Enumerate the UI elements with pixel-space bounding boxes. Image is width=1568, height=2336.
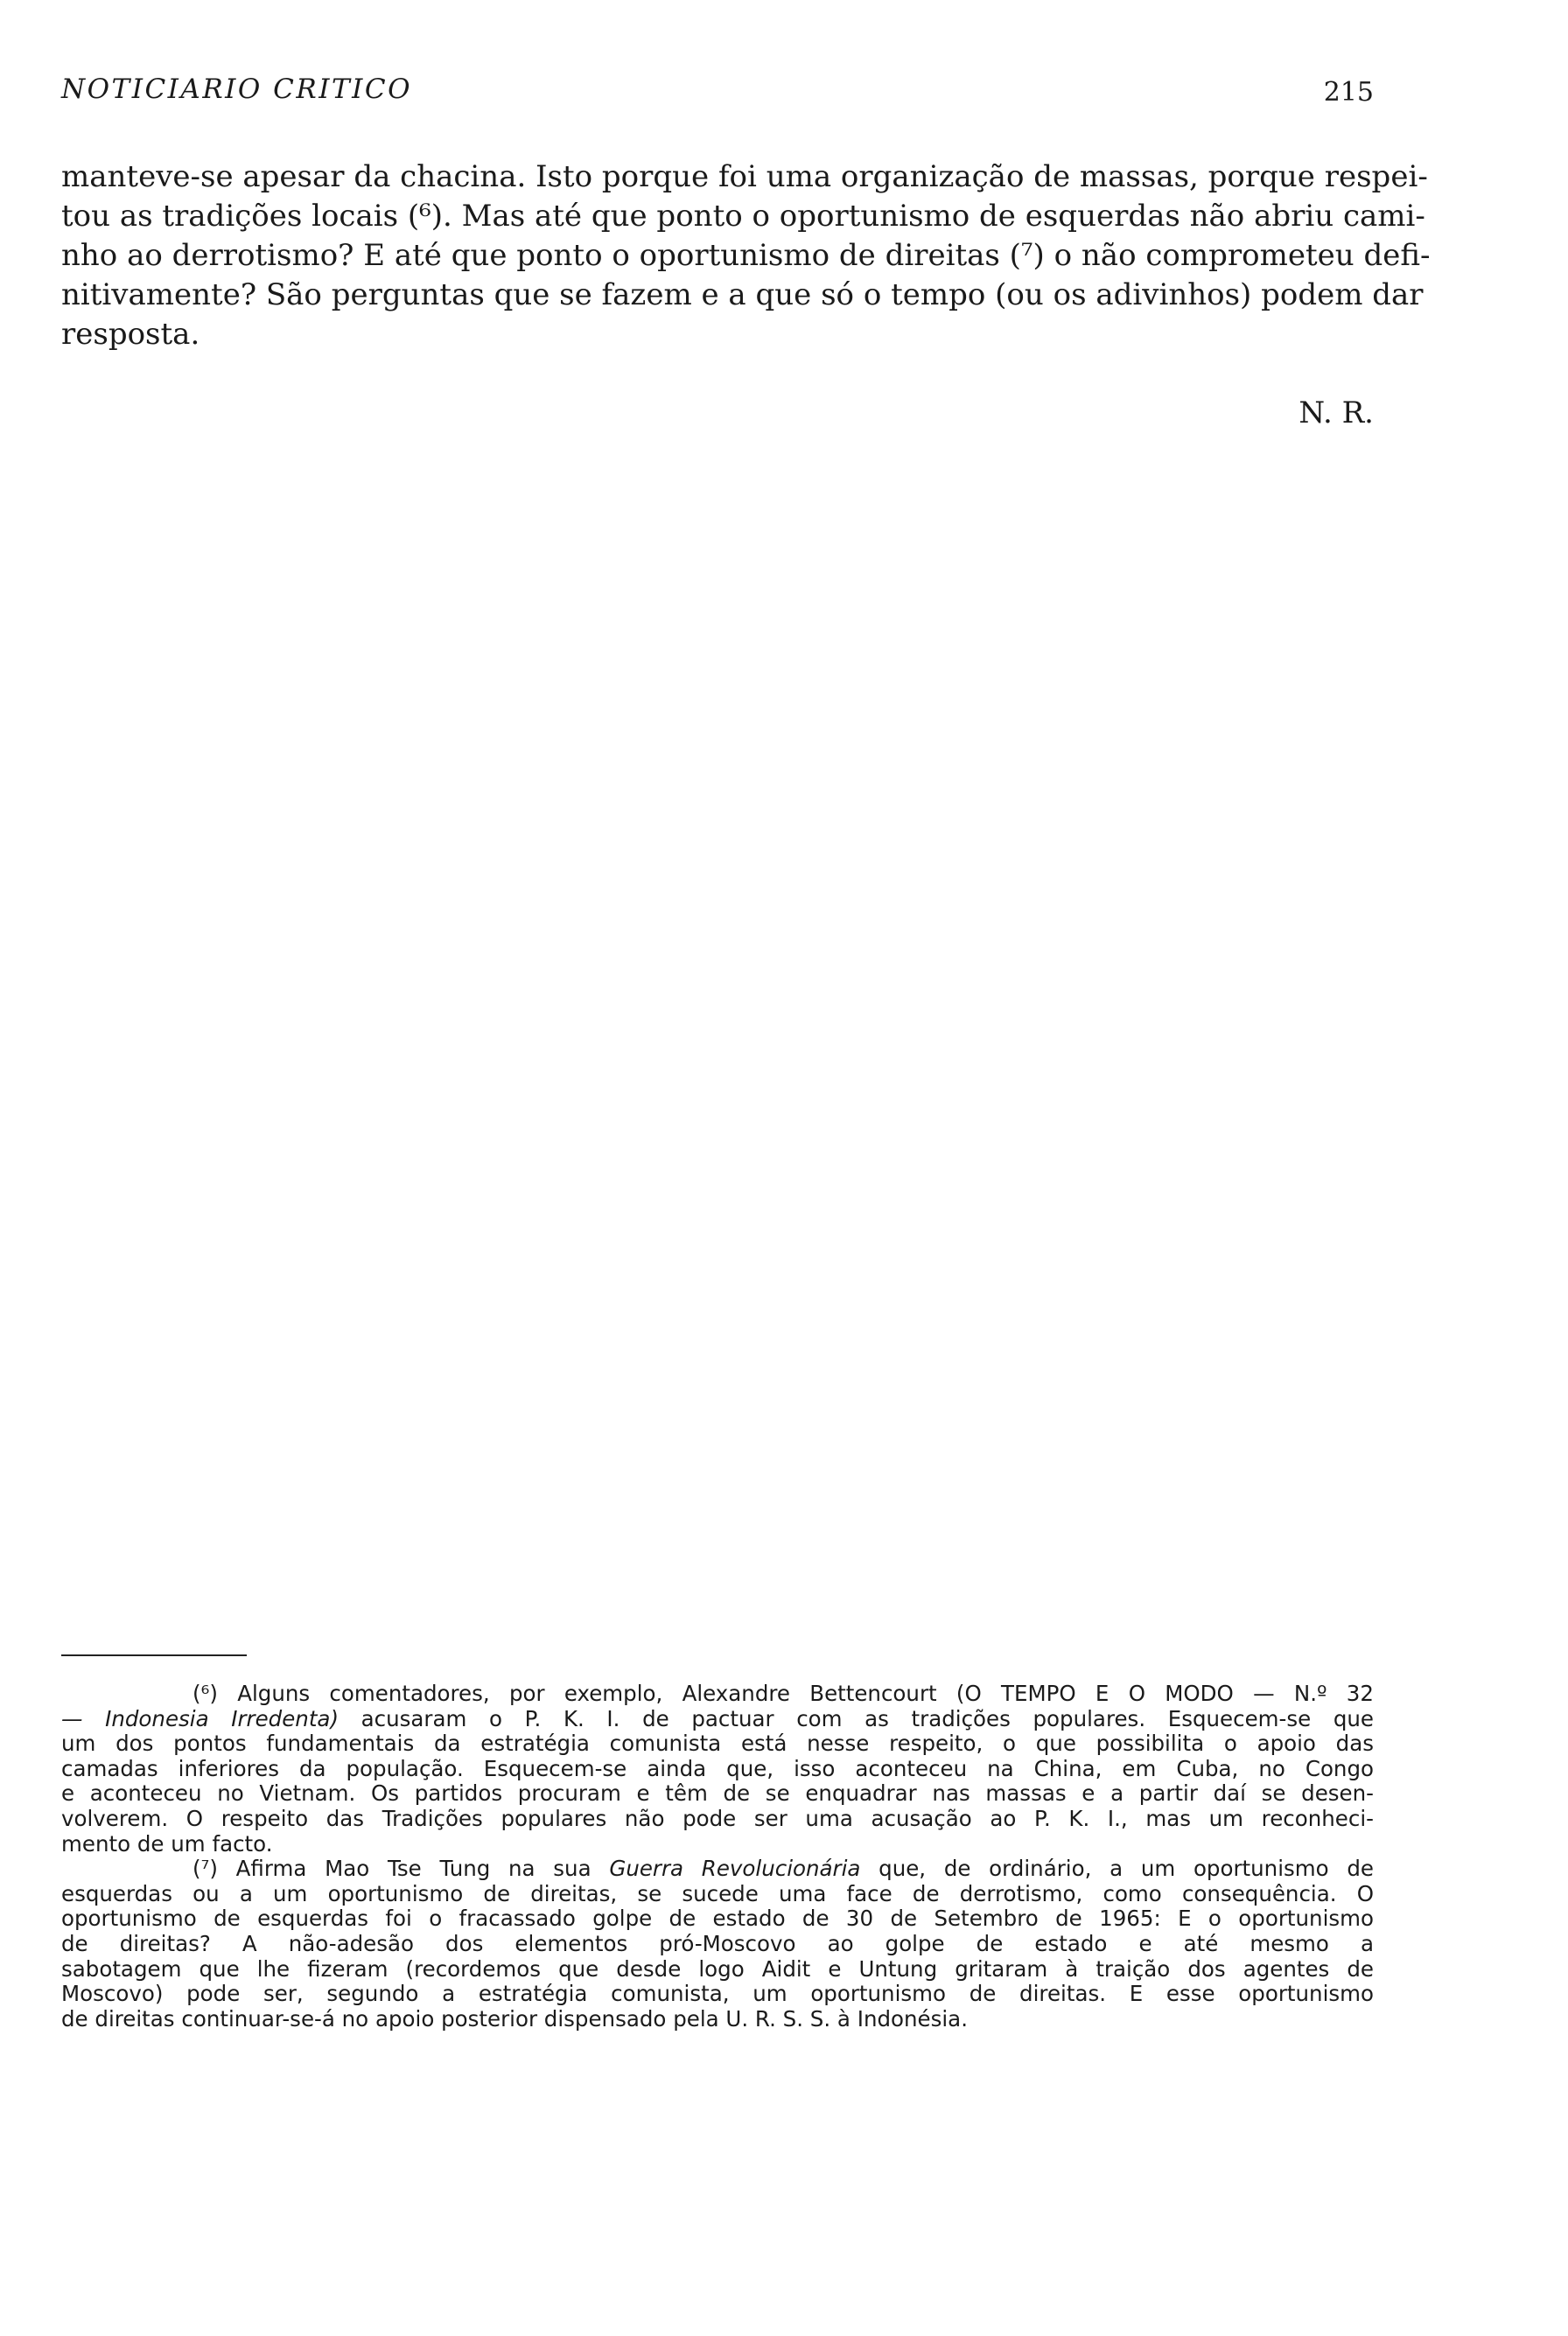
- footnote-line: um dos pontos fundamentais da estratégia comunista está nesse respeito, o que possibilita o apoio das: [61, 1731, 1374, 1757]
- document-page: [61, 0, 1431, 2336]
- footnotes: [61, 1682, 1374, 2032]
- footnote-line: de direitas continuar-se-á no apoio posterior dispensado pela U. R. S. S. à Indonésia.: [61, 2005, 968, 2032]
- footnote-line: mento de um facto.: [61, 1830, 273, 1857]
- footnote-line: e aconteceu no Vietnam. Os partidos procuram e têm de se enquadrar nas massas e a partir daí se desen-: [61, 1780, 1374, 1807]
- footnote-line-text: (⁷) Afirma Mao Tse Tung na sua: [192, 1856, 592, 1882]
- body-paragraph: [61, 157, 1431, 354]
- footnote-line: sabotagem que lhe fizeram (recordemos que desde logo Aidit e Untung gritaram à traição dos agentes de: [61, 1955, 1374, 1982]
- footnote-line-text: que, de ordinário, a um oportunismo de: [878, 1856, 1374, 1882]
- signature-initials: N. R.: [1298, 395, 1374, 430]
- body-line: nitivamente? São perguntas que se fazem e a que só o tempo (ou os adivinhos) podem dar: [61, 277, 1424, 312]
- footnote-line: esquerdas ou a um oportunismo de direitas, se sucede uma face de derrotismo, como consequência. O: [61, 1880, 1374, 1906]
- footnote-line-text: acusaram o P. K. I. de pactuar com as tradições populares. Esquecem-se que: [360, 1705, 1374, 1731]
- footnote-italic-title: — Indonesia Irredenta): [61, 1705, 339, 1731]
- footnote-line: oportunismo de esquerdas foi o fracassado golpe de estado de 30 de Setembro de 1965: E o oportunismo: [61, 1906, 1374, 1932]
- page-number: 215: [1323, 77, 1374, 108]
- body-line: nho ao derrotismo? E até que ponto o oportunismo de direitas (⁷) o não comprometeu defi-: [61, 238, 1431, 273]
- footnote-italic-title: Guerra Revolucionária: [609, 1856, 861, 1882]
- footnote-line: (⁶) Alguns comentadores, por exemplo, Alexandre Bettencourt (O TEMPO E O MODO — N.º 32: [192, 1681, 1374, 1706]
- footnote-6: [61, 1682, 1374, 1857]
- footnote-line: [61, 1707, 1374, 1732]
- footnote-separator: [61, 1654, 247, 1656]
- running-title: NOTICIARIO CRITICO: [61, 73, 413, 105]
- body-line: resposta.: [61, 317, 200, 352]
- footnote-line: camadas inferiores da população. Esquecem-se ainda que, isso aconteceu na China, em Cuba, no Congo: [61, 1755, 1374, 1781]
- body-line: manteve-se apesar da chacina. Isto porque foi uma organização de massas, porque respei-: [61, 159, 1428, 194]
- footnote-line: volverem. O respeito das Tradições populares não pode ser uma acusação ao P. K. I., mas um reconheci-: [61, 1805, 1374, 1831]
- footnote-line: Moscovo) pode ser, segundo a estratégia comunista, um oportunismo de direitas. E esse oportunismo: [61, 1981, 1374, 2007]
- footnote-line: de direitas? A não-adesão dos elementos pró-Moscovo ao golpe de estado e até mesmo a: [61, 1930, 1374, 1956]
- running-head: [61, 73, 1374, 117]
- body-line: tou as tradições locais (⁶). Mas até que ponto o oportunismo de esquerdas não abriu cami-: [61, 199, 1425, 234]
- footnote-7: [61, 1857, 1374, 2032]
- footnote-line: [61, 1857, 1374, 1882]
